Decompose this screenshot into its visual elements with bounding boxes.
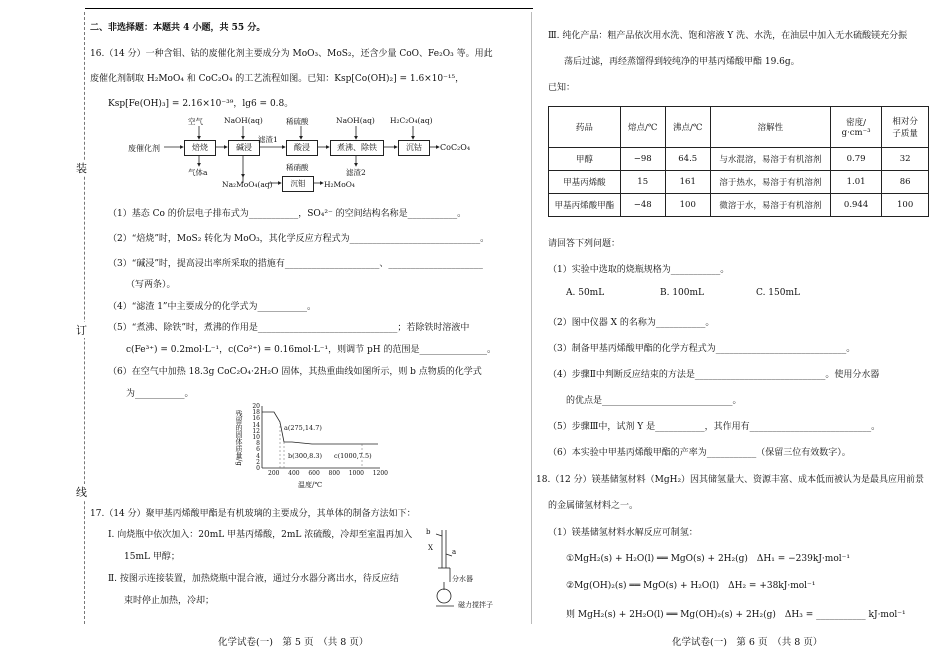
tga-point-c: c(1000,7.5) — [334, 452, 372, 460]
table-cell: 甲基丙烯酸 — [549, 171, 621, 194]
q18-line-2: 的金属储氢材料之一。 — [548, 501, 639, 511]
table-header-cell: 沸点/℃ — [665, 107, 710, 148]
q17-part-6: （6）本实验中甲基丙烯酸甲酯的产率为___________（保留三位有效数字）。 — [548, 448, 851, 458]
section-heading: 二、非选择题：本题共 4 小题，共 55 分。 — [90, 23, 266, 33]
q16-part-4: （4）“滤渣 1”中主要成分的化学式为___________。 — [108, 302, 317, 312]
q17-line-1: 17.（14 分）聚甲基丙烯酸甲酯是有机玻璃的主要成分，其单体的制备方法如下： — [90, 509, 416, 519]
q17-part-1: （1）实验中选取的烧瓶规格为___________。 — [548, 265, 730, 275]
q16-part-5: （5）“煮沸、除铁”时，煮沸的作用是_______________________________；若除铁时溶液中 — [108, 323, 470, 333]
table-row — [549, 148, 929, 171]
tga-ytick: 16 — [252, 415, 260, 423]
table-header-cell: 熔点/℃ — [620, 107, 665, 148]
table-header-cell: 溶解性 — [710, 107, 830, 148]
table-cell: 64.5 — [665, 148, 710, 171]
apparatus-label-stir-bar: 磁力搅拌子 — [458, 601, 493, 609]
table-header-cell — [882, 107, 929, 148]
table-cell: 微溶于水，易溶于有机溶剂 — [710, 194, 830, 217]
table-cell: 161 — [665, 171, 710, 194]
tga-ytick: 8 — [256, 440, 260, 448]
known-label: 已知： — [548, 83, 576, 93]
q16-part-6: （6）在空气中加热 18.3g CoC₂O₄·2H₂O 固体，其热重曲线如图所示，则 b 点物质的化学式 — [108, 367, 482, 377]
q16-part-5b: c(Fe³⁺) = 0.2mol·L⁻¹，c(Co²⁺) = 0.16mol·L⁻¹，则调节 pH 的范围是_______________。 — [126, 345, 496, 355]
apparatus-label-separator: 分水器 — [452, 575, 473, 583]
footer-page-5: 化学试卷(一) 第 5 页 （共 8 页） — [218, 637, 369, 648]
table-cell: 0.79 — [830, 148, 881, 171]
top-rule — [85, 8, 533, 9]
q17-step-2: Ⅱ. 按图示连接装置，加热烧瓶中混合液，通过分水器分离出水，待反应结 — [108, 574, 399, 584]
tga-chart — [235, 403, 388, 496]
tga-ytick: 0 — [256, 465, 260, 473]
tga-xlabel: 温度/℃ — [298, 481, 323, 489]
mass-header-line-1: 相对分 — [892, 117, 918, 127]
table-cell: 1.01 — [830, 171, 881, 194]
tga-ytick: 12 — [252, 427, 260, 435]
binding-char-2: 订 — [76, 324, 87, 337]
q17-part-2: （2）图中仪器 X 的名称为___________。 — [548, 318, 715, 328]
flow-start: 废催化剂 — [128, 144, 160, 153]
q16-part-3: （3）“碱浸”时，提高浸出率所采取的措施有_____________________、_____________________ — [108, 259, 483, 269]
tga-point-b: b(300,8.3) — [288, 452, 323, 460]
q18-reaction-1: ①MgH₂(s) + H₂O(l) ══ MgO(s) + 2H₂(g) ΔH₁ = −239kJ·mol⁻¹ — [566, 554, 850, 564]
q16-line-3: Ksp[Fe(OH)₃] = 2.16×10⁻³⁹，lg6 = 0.8。 — [108, 99, 294, 109]
table-cell: 100 — [665, 194, 710, 217]
option-c: C. 150mL — [756, 288, 800, 298]
flow-box-precipitate-cobalt: 沉钴 — [398, 140, 430, 156]
apparatus-label-x: X — [428, 544, 433, 552]
apparatus-label-a: a — [452, 548, 457, 556]
tga-ytick: 18 — [252, 409, 260, 417]
ask-label: 请回答下列问题： — [548, 239, 621, 249]
flow-branch-output: H₂MoO₄ — [324, 180, 355, 189]
flow-arrows — [118, 114, 490, 192]
tga-ytick: 14 — [252, 421, 260, 429]
flow-input-naoh-2: NaOH(aq) — [336, 116, 375, 125]
flow-input-sulfuric-acid: 稀硫酸 — [286, 117, 309, 126]
flow-end-product: CoC₂O₄ — [440, 143, 471, 152]
binding-dashed-line — [84, 12, 85, 624]
apparatus-label-b: b — [426, 528, 431, 536]
q17-step-1: Ⅰ. 向烧瓶中依次加入：20mL 甲基丙烯酸，2mL 浓硫酸，冷却至室温再加入 — [108, 530, 413, 540]
tga-xtick: 600 — [308, 470, 320, 477]
flow-input-oxalic-acid: H₂C₂O₄(aq) — [390, 116, 433, 125]
table-cell: 与水混溶，易溶于有机溶剂 — [710, 148, 830, 171]
density-header-line-2: g·cm⁻³ — [841, 128, 871, 138]
apparatus-diagram — [424, 524, 524, 614]
tga-curve — [262, 406, 382, 470]
tga-xtick: 1200 — [372, 470, 388, 477]
table-cell: 32 — [882, 148, 929, 171]
table-cell: 甲醇 — [549, 148, 621, 171]
flow-residue-1: 滤渣1 — [258, 135, 278, 144]
flow-box-boil-remove-iron: 煮沸、除铁 — [330, 140, 384, 156]
flow-branch-input: Na₂MoO₄(aq) — [222, 180, 273, 189]
tga-ytick: 20 — [252, 403, 260, 410]
table-cell: −98 — [620, 148, 665, 171]
q16-part-6b: 为___________。 — [126, 389, 194, 399]
flow-input-nitric-acid: 稀硝酸 — [286, 163, 309, 172]
flow-input-air: 空气 — [188, 117, 203, 126]
table-header-cell: 药品 — [549, 107, 621, 148]
q17-part-4: （4）步骤Ⅱ中判断反应结束的方法是_____________________________。使用分水器 — [548, 370, 880, 380]
table-cell: 15 — [620, 171, 665, 194]
q16-part-3b: （写两条）。 — [126, 280, 176, 290]
q16-line-1: 16.（14 分）一种含钼、钴的废催化剂主要成分为 MoO₃、MoS₂，还含少量 CoO、Fe₂O₃ 等。用此 — [90, 49, 493, 59]
flow-box-alkali-leach: 碱浸 — [228, 140, 260, 156]
tga-xtick: 400 — [288, 470, 300, 477]
option-b: B. 100mL — [660, 288, 705, 298]
tga-xtick: 1000 — [348, 470, 364, 477]
option-a: A. 50mL — [566, 288, 605, 298]
tga-ytick: 2 — [256, 458, 260, 466]
mass-header-line-2: 子质量 — [892, 129, 918, 139]
q17-step-2b: 束时停止加热，冷却； — [124, 596, 215, 606]
table-cell: 甲基丙烯酸甲酯 — [549, 194, 621, 217]
table-header-row — [549, 107, 929, 148]
q18-reaction-2: ②Mg(OH)₂(s) ══ MgO(s) + H₂O(l) ΔH₂ = +38kJ·mol⁻¹ — [566, 581, 816, 591]
table-cell: 0.944 — [830, 194, 881, 217]
q17-step-3b: 荡后过滤，再经蒸馏得到较纯净的甲基丙烯酸甲酯 19.6g。 — [564, 57, 800, 67]
binding-char-1: 装 — [76, 162, 87, 175]
q16-line-2: 废催化剂制取 H₂MoO₄ 和 CoC₂O₄ 的工艺流程如图。已知：Ksp[Co(OH)₂] = 1.6×10⁻¹⁵， — [90, 74, 465, 84]
flow-box-precipitate-mo: 沉钼 — [282, 176, 314, 192]
tga-xtick: 200 — [268, 470, 280, 477]
q16-part-1: （1）基态 Co 的价层电子排布式为___________，SO₄²⁻ 的空间结构名称是___________。 — [108, 209, 467, 219]
table-row — [549, 194, 929, 217]
tga-xtick: 800 — [328, 470, 340, 477]
q17-part-5: （5）步骤Ⅲ中，试剂 Y 是___________，其作用有___________________________。 — [548, 422, 881, 432]
flow-box-acid-leach: 酸浸 — [286, 140, 318, 156]
tga-ytick: 6 — [256, 446, 260, 454]
tga-ylabel: 残留的固体质量/g — [235, 410, 243, 466]
flow-input-naoh-1: NaOH(aq) — [224, 116, 263, 125]
binding-char-3: 线 — [76, 486, 87, 499]
q18-part-1: （1）镁基储氢材料水解反应可制氢： — [548, 528, 698, 538]
properties-table — [548, 106, 929, 217]
tga-xticks — [268, 470, 388, 477]
table-cell: 溶于热水，易溶于有机溶剂 — [710, 171, 830, 194]
q18-line-1: 18.（12 分）镁基储氢材料（MgH₂）因其储氢量大、资源丰富、成本低而被认为是最具应用前景 — [536, 475, 925, 485]
q16-part-2: （2）“焙烧”时，MoS₂ 转化为 MoO₃，其化学反应方程式为_____________________________。 — [108, 234, 490, 244]
flow-residue-2: 滤渣2 — [346, 168, 366, 177]
q17-step-3: Ⅲ. 纯化产品：粗产品依次用水洗、饱和溶液 Y 洗、水洗，在油层中加入无水硫酸镁充分振 — [548, 31, 908, 41]
process-flow-diagram — [118, 114, 490, 192]
table-cell: −48 — [620, 194, 665, 217]
page-divider — [531, 12, 532, 624]
footer-page-6: 化学试卷(一) 第 6 页 （共 8 页） — [672, 637, 823, 648]
flow-output-gas-a: 气体a — [188, 168, 208, 177]
table-header-cell — [830, 107, 881, 148]
tga-yticks — [246, 404, 260, 472]
q17-step-1b: 15mL 甲醇； — [124, 552, 180, 562]
table-row — [549, 171, 929, 194]
flow-box-roast: 焙烧 — [184, 140, 216, 156]
q17-part-4b: 的优点是_____________________________。 — [566, 396, 742, 406]
q18-reaction-3: 则 MgH₂(s) + 2H₂O(l) ══ Mg(OH)₂(s) + 2H₂(g) ΔH₃ = ___________ kJ·mol⁻¹ — [566, 610, 906, 620]
density-header-line-1: 密度/ — [846, 118, 867, 128]
table-cell: 100 — [882, 194, 929, 217]
tga-ytick: 10 — [252, 434, 260, 442]
q17-part-3: （3）制备甲基丙烯酸甲酯的化学方程式为_____________________________。 — [548, 344, 856, 354]
tga-point-a: a(275,14.7) — [284, 424, 322, 432]
tga-ytick: 4 — [256, 452, 260, 460]
table-cell: 86 — [882, 171, 929, 194]
